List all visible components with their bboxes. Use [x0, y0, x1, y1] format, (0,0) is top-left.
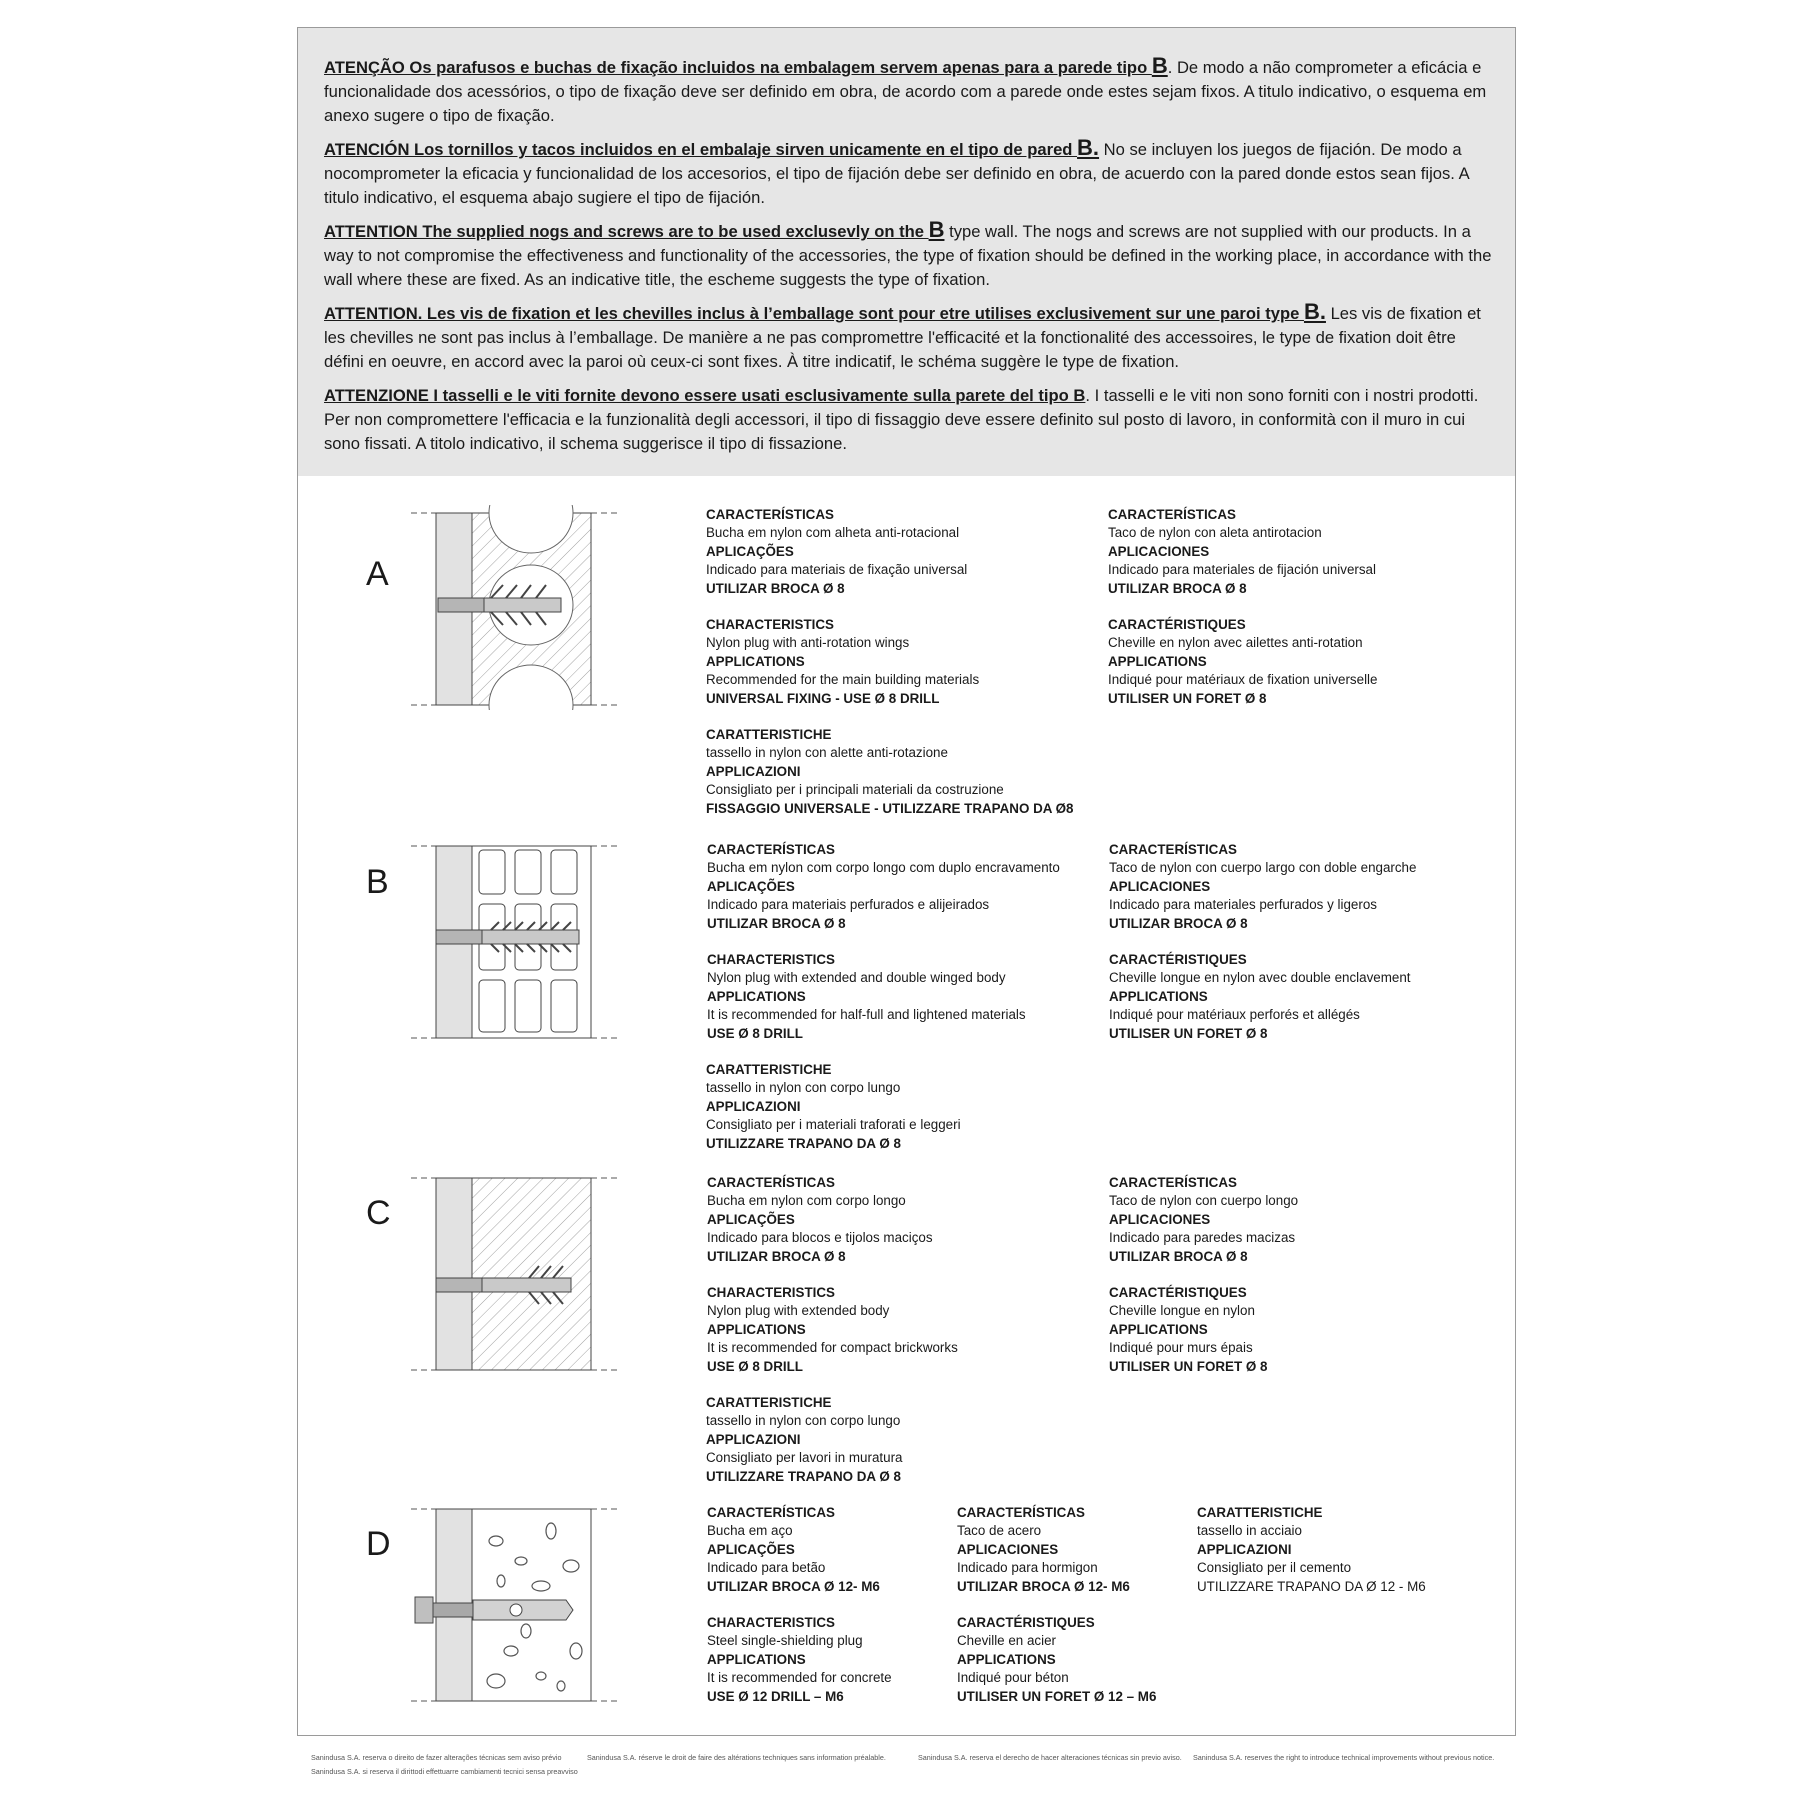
text-a-es: CARACTERÍSTICAS Taco de nylon con aleta antirotacion APLICACIONES Indicado para materiales de fijación universal UTILIZAR BROCA Ø 8: [1108, 507, 1376, 596]
text-b-pt: CARACTERÍSTICAS Bucha em nylon com corpo longo com duplo encravamento APLICAÇÕES Indicado para materiais perfurados e alijeirados UTILIZAR BROCA Ø 8: [707, 842, 1060, 931]
footer-disclaimer-it: Sanindusa S.A. si reserva il dirittodi effettuarre cambiamenti tecnici sensa preavviso: [311, 1767, 578, 1776]
section-letter-b: B: [366, 863, 389, 901]
section-letter-c: C: [366, 1194, 391, 1232]
footer-disclaimer-es: Sanindusa S.A. reserva el derecho de hacer alteraciones técnicas sin previo aviso.: [918, 1753, 1182, 1762]
text-d-en: CHARACTERISTICS Steel single-shielding plug APPLICATIONS It is recommended for concrete USE Ø 12 DRILL – M6: [707, 1615, 892, 1704]
notice-en: ATTENTION The supplied nogs and screws are to be used exclusevly on the B type wall. The nogs and screws are not supplied with our products. In a way to not compromise the effectiveness and functionality of the accessories, the type of fixation should be defined in the working place, in accordance with the wall where these are fixed. As an indicative title, the escheme suggests the type of fixation.: [324, 217, 1492, 289]
text-b-it: CARATTERISTICHE tassello in nylon con corpo lungo APPLICAZIONI Consigliato per i materiali traforati e leggeri UTILIZZARE TRAPANO DA Ø 8: [706, 1062, 961, 1151]
section-letter-a: A: [366, 555, 389, 593]
notice-fr: ATTENTION. Les vis de fixation et les chevilles inclus à l’emballage sont pour etre utilises exclusivement sur une paroi type B. Les vis de fixation et les chevilles ne sont pas inclus à l’emballage. De manière a ne pas compromettre l'efficacité et la fonctionalité des accessoires, le type de fixation doit être défini en oeuvre, en accord avec la paroi où ceux-ci sont fixes. À titre indicatif, le schéma suggère le type de fixation.: [324, 299, 1481, 371]
wall-diagram-c: [411, 1170, 621, 1375]
text-d-es: CARACTERÍSTICAS Taco de acero APLICACIONES Indicado para hormigon UTILIZAR BROCA Ø 12- M6: [957, 1505, 1130, 1594]
text-c-it: CARATTERISTICHE tassello in nylon con corpo lungo APPLICAZIONI Consigliato per lavori in muratura UTILIZZARE TRAPANO DA Ø 8: [706, 1395, 903, 1484]
text-a-en: CHARACTERISTICS Nylon plug with anti-rotation wings APPLICATIONS Recommended for the main building materials UNIVERSAL FIXING - USE Ø 8 DRILL: [706, 617, 980, 706]
text-b-en: CHARACTERISTICS Nylon plug with extended and double winged body APPLICATIONS It is recommended for half-full and lightened materials USE Ø 8 DRILL: [707, 952, 1026, 1041]
wall-diagram-b: [411, 838, 621, 1043]
text-b-fr: CARACTÉRISTIQUES Cheville longue en nylon avec double enclavement APPLICATIONS Indiqué pour matériaux perforés et allégés UTILISER UN FORET Ø 8: [1109, 952, 1411, 1041]
text-c-fr: CARACTÉRISTIQUES Cheville longue en nylon APPLICATIONS Indiqué pour murs épais UTILISER UN FORET Ø 8: [1109, 1285, 1268, 1374]
text-d-fr: CARACTÉRISTIQUES Cheville en acier APPLICATIONS Indiqué pour béton UTILISER UN FORET Ø 12 – M6: [957, 1615, 1157, 1704]
instruction-sheet: [297, 27, 1516, 1736]
warning-notice-box: [298, 28, 1515, 476]
footer-disclaimer-fr: Sanindusa S.A. réserve le droit de faire des altérations techniques sans information préalable.: [587, 1753, 886, 1762]
footer-disclaimer-pt: Sanindusa S.A. reserva o direito de fazer alterações técnicas sem aviso prévio: [311, 1753, 562, 1762]
notice-pt: ATENÇÃO Os parafusos e buchas de fixação incluidos na embalagem servem apenas para a parede tipo B. De modo a não comprometer a eficácia e funcionalidade dos acessórios, o tipo de fixação deve ser definido em obra, de acordo com a parede onde estes sejam fixos. A titulo indicativo, o esquema em anexo sugere o tipo de fixação.: [324, 53, 1487, 125]
text-b-es: CARACTERÍSTICAS Taco de nylon con cuerpo largo con doble engarche APLICACIONES Indicado para materiales perfurados y ligeros UTILIZAR BROCA Ø 8: [1109, 842, 1417, 931]
text-c-es: CARACTERÍSTICAS Taco de nylon con cuerpo longo APLICACIONES Indicado para paredes macizas UTILIZAR BROCA Ø 8: [1109, 1175, 1299, 1264]
text-a-pt: CARACTERÍSTICAS Bucha em nylon com alheta anti-rotacional APLICAÇÕES Indicado para materiais de fixação universal UTILIZAR BROCA Ø 8: [706, 507, 968, 596]
notice-it: ATTENZIONE I tasselli e le viti fornite devono essere usati esclusivamente sulla parete del tipo B. I tasselli e le viti non sono forniti con i nostri prodotti. Per non compromettere l'efficacia e la funzionalità degli accessori, il tipo di fissaggio deve essere definito sul posto di lavoro, in conformità con il muro in cui sono fissati. A titolo indicativo, il schema suggerisce il tipo di fissazione.: [324, 386, 1479, 453]
text-c-en: CHARACTERISTICS Nylon plug with extended body APPLICATIONS It is recommended for compact brickworks USE Ø 8 DRILL: [707, 1285, 958, 1374]
text-d-pt: CARACTERÍSTICAS Bucha em aço APLICAÇÕES Indicado para betão UTILIZAR BROCA Ø 12- M6: [707, 1505, 880, 1594]
wall-diagram-a: [411, 505, 621, 710]
wall-diagram-d: [411, 1501, 621, 1706]
text-c-pt: CARACTERÍSTICAS Bucha em nylon com corpo longo APLICAÇÕES Indicado para blocos e tijolos maciços UTILIZAR BROCA Ø 8: [707, 1175, 933, 1264]
text-d-it: CARATTERISTICHE tassello in acciaio APPLICAZIONI Consigliato per il cemento UTILIZZARE TRAPANO DA Ø 12 - M6: [1197, 1505, 1426, 1594]
text-a-fr: CARACTÉRISTIQUES Cheville en nylon avec ailettes anti-rotation APPLICATIONS Indiqué pour matériaux de fixation universelle UTILISER UN FORET Ø 8: [1108, 617, 1378, 706]
notice-es: ATENCIÓN Los tornillos y tacos incluidos en el embalaje sirven unicamente en el tipo de pared B. No se incluyen los juegos de fijación. De modo a nocomprometer la eficacia y funcionalidad de los accesorios, el tipo de fijación debe ser definido en obra, de acuerdo con la pared donde estos sean fijos. A titulo indicativo, el esquema abajo sugiere el tipo de fijación.: [324, 135, 1469, 207]
text-a-it: CARATTERISTICHE tassello in nylon con alette anti-rotazione APPLICAZIONI Consigliato per i principali materiali da costruzione FISSAGGIO UNIVERSALE - UTILIZZARE TRAPANO DA Ø8: [706, 727, 1074, 816]
section-letter-d: D: [366, 1525, 391, 1563]
footer-disclaimer-en: Sanindusa S.A. reserves the right to introduce technical improvements without previous notice.: [1193, 1753, 1495, 1762]
